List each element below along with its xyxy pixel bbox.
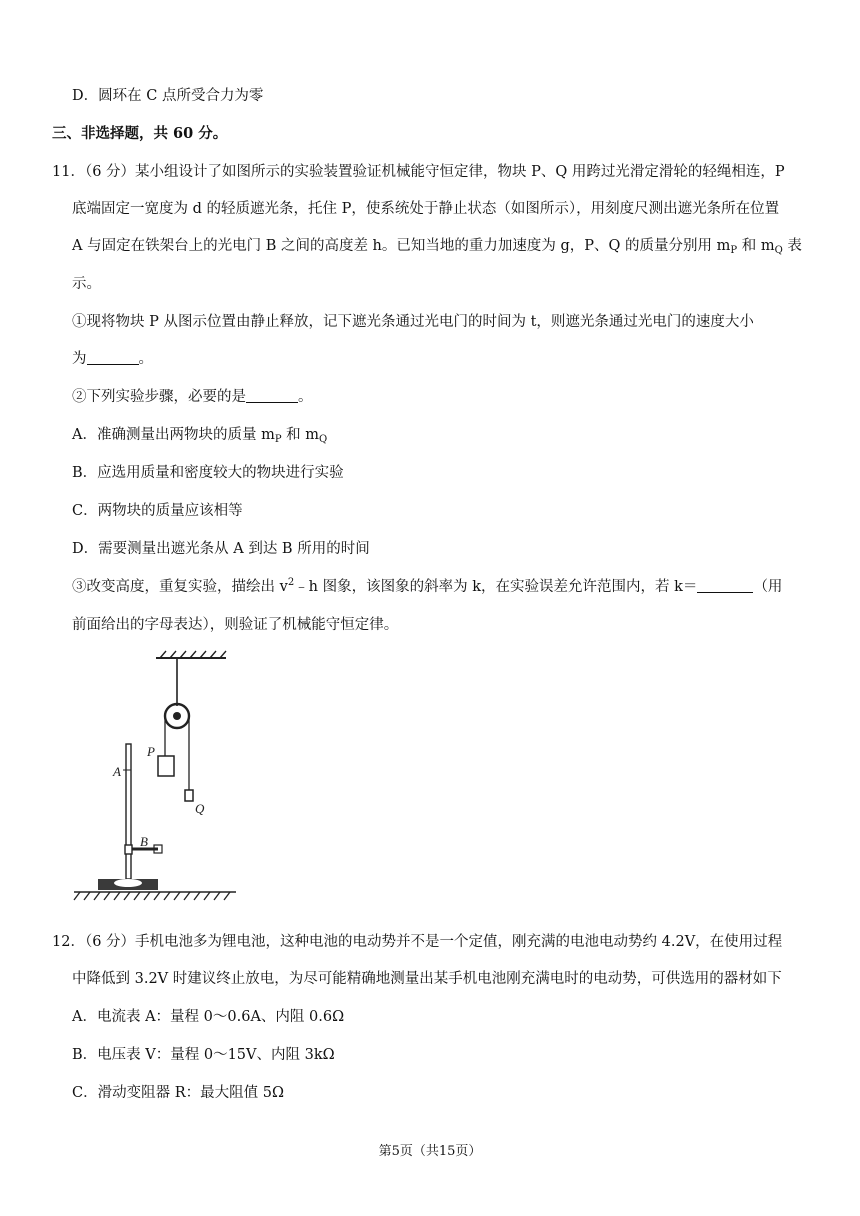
q11-option-c: C．两物块的质量应该相等 xyxy=(72,503,243,519)
q12-stem-line-1: 12．（6 分）手机电池多为锂电池，这种电池的电动势并不是一个定值，刚充满的电池电动势约 4.2V，在使用过程 xyxy=(52,934,783,950)
answer-blank xyxy=(246,388,298,403)
q11-part1-line-1: ①现将物块 P 从图示位置由静止释放，记下遮光条通过光电门的时间为 t，则遮光条通过光电门的速度大小 xyxy=(72,314,754,330)
q11-stem-line-4: 示。 xyxy=(72,276,101,292)
label-p: P xyxy=(147,744,155,759)
label-q: Q xyxy=(195,801,205,816)
q12-option-c: C．滑动变阻器 R：最大阻值 5Ω xyxy=(72,1085,284,1101)
q11-stem-line-1: 11．（6 分）某小组设计了如图所示的实验装置验证机械能守恒定律，物块 P、Q 用跨过光滑定滑轮的轻绳相连，P xyxy=(52,164,785,180)
section-heading: 三、非选择题，共 60 分。 xyxy=(52,125,228,142)
apparatus-figure xyxy=(68,650,248,912)
label-b: B xyxy=(140,834,148,849)
q11-part3-line-1: ③改变高度，重复实验，描绘出 $v^2﹣h$ 图象，该图象的斜率为 k，在实验误差允许范围内，若 k＝ （用 xyxy=(72,577,783,595)
q11-option-a: A．准确测量出两物块的质量 $m_P$ 和 $m_Q$ xyxy=(72,427,328,445)
q11-stem-line-3: A 与固定在铁架台上的光电门 B 之间的高度差 h。已知当地的重力加速度为 g，P、Q 的质量分别用 $m_P$ 和 $m_Q$ 表 xyxy=(72,238,802,256)
q11-part1-line-2: 为 。 xyxy=(72,351,153,367)
q12-stem-line-2: 中降低到 3.2V 时建议终止放电，为尽可能精确地测量出某手机电池刚充满电时的电动势，可供选用的器材如下 xyxy=(72,971,782,987)
label-a: A xyxy=(113,764,121,779)
q11-part2-line: ②下列实验步骤，必要的是 。 xyxy=(72,389,313,405)
q11-option-d: D．需要测量出遮光条从 A 到达 B 所用的时间 xyxy=(72,541,370,557)
option-d-line: D．圆环在 C 点所受合力为零 xyxy=(72,88,264,104)
q11-stem-line-2: 底端固定一宽度为 d 的轻质遮光条，托住 P，使系统处于静止状态（如图所示），用刻度尺测出遮光条所在位置 xyxy=(72,201,780,217)
q11-option-b: B．应选用质量和密度较大的物块进行实验 xyxy=(72,465,344,481)
answer-blank xyxy=(87,350,139,365)
answer-blank xyxy=(697,578,753,593)
q12-option-a: A．电流表 A：量程 0～0.6A、内阻 0.6Ω xyxy=(72,1009,345,1025)
q12-option-b: B．电压表 V：量程 0～15V、内阻 3kΩ xyxy=(72,1047,335,1063)
page-footer: 第5页（共15页） xyxy=(378,1144,482,1159)
q11-part3-line-2: 前面给出的字母表达），则验证了机械能守恒定律。 xyxy=(72,617,399,633)
